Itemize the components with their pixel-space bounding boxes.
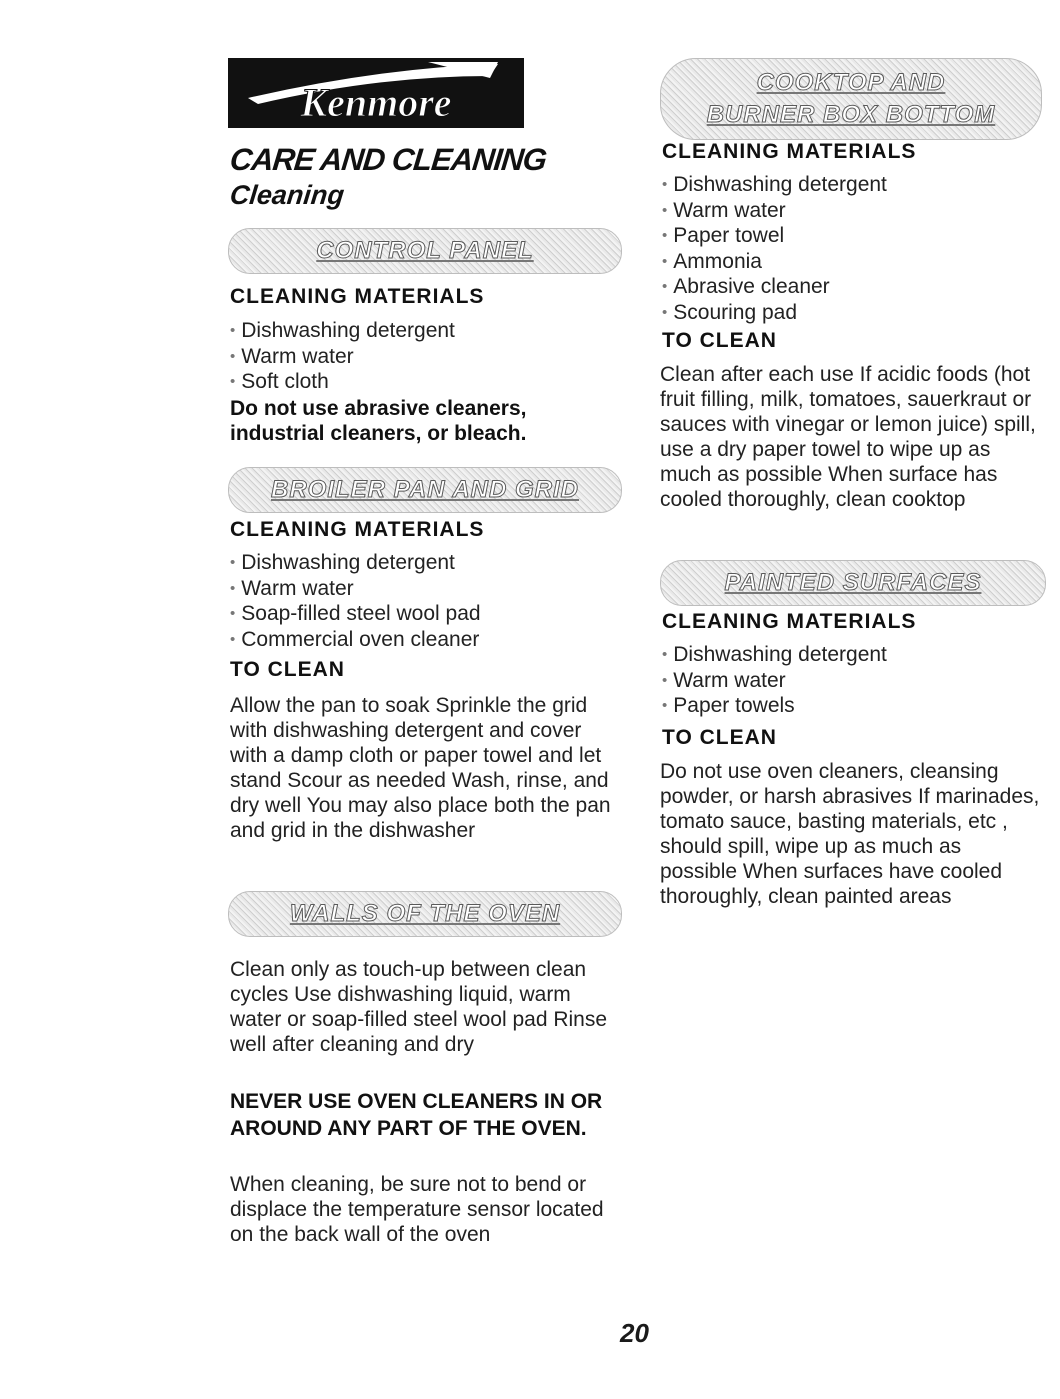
cooktop-clean-text: Clean after each use If acidic foods (hot fruit filling, milk, tomatoes, sauerkraut or sauces with vinegar or lemon juice) spill, use a dry paper towel to wipe up as much as possible When surface has cooled thoroughly, clean cooktop xyxy=(660,363,1036,511)
list-item: • Dishwashing detergent xyxy=(662,172,887,198)
list-item: • Soft cloth xyxy=(230,369,455,395)
list-item: • Paper towels xyxy=(662,693,887,719)
list-item: • Soap-filled steel wool pad xyxy=(230,601,481,627)
brand-text: Kenmore xyxy=(300,80,452,125)
list-item: • Paper towel xyxy=(662,223,887,249)
control-panel-materials-list xyxy=(230,318,455,395)
list-item: • Warm water xyxy=(662,668,887,694)
list-item: • Warm water xyxy=(230,576,481,602)
cooktop-banner-line1: COOKTOP AND xyxy=(756,69,946,96)
walls-note: When cleaning, be sure not to bend or displace the temperature sensor located on the back wall of the oven xyxy=(230,1173,604,1246)
broiler-materials-list xyxy=(230,550,481,652)
painted-clean-heading: TO CLEAN xyxy=(662,726,777,749)
walls-banner-text: WALLS OF THE OVEN xyxy=(289,900,561,927)
broiler-materials-heading: CLEANING MATERIALS xyxy=(230,518,485,541)
painted-materials-list xyxy=(662,642,887,719)
control-panel-banner xyxy=(228,228,622,274)
painted-materials-heading: CLEANING MATERIALS xyxy=(662,610,917,633)
broiler-banner-text: BROILER PAN AND GRID xyxy=(271,476,579,503)
broiler-clean-heading: TO CLEAN xyxy=(230,658,345,681)
cooktop-clean-heading: TO CLEAN xyxy=(662,329,777,352)
control-panel-banner-text: CONTROL PANEL xyxy=(316,237,534,264)
list-item: • Ammonia xyxy=(662,249,887,275)
list-item: • Commercial oven cleaner xyxy=(230,627,481,653)
list-item: • Warm water xyxy=(662,198,887,224)
cooktop-materials-list xyxy=(662,172,887,325)
walls-banner xyxy=(228,891,622,937)
cooktop-materials-heading: CLEANING MATERIALS xyxy=(662,140,917,163)
control-panel-warning: Do not use abrasive cleaners, industrial cleaners, or bleach. xyxy=(230,397,527,445)
list-item: • Dishwashing detergent xyxy=(230,318,455,344)
kenmore-logo xyxy=(228,58,524,128)
control-panel-materials-heading: CLEANING MATERIALS xyxy=(230,285,485,308)
list-item: • Dishwashing detergent xyxy=(662,642,887,668)
cooktop-banner-line2: BURNER BOX BOTTOM xyxy=(706,101,996,128)
list-item: • Dishwashing detergent xyxy=(230,550,481,576)
list-item: • Scouring pad xyxy=(662,300,887,326)
broiler-clean-text: Allow the pan to soak Sprinkle the grid with dishwashing detergent and cover with a damp cloth or paper towel and let stand Scour as needed Wash, rinse, and dry well You may also place both the pan and grid in the dishwasher xyxy=(230,694,611,842)
cooktop-banner xyxy=(660,58,1042,140)
painted-banner-text: PAINTED SURFACES xyxy=(724,569,982,596)
page-subtitle: Cleaning xyxy=(228,180,346,210)
walls-warning: NEVER USE OVEN CLEANERS IN OR AROUND ANY PART OF THE OVEN. xyxy=(230,1090,603,1140)
page-number: 20 xyxy=(620,1318,649,1348)
walls-text: Clean only as touch-up between clean cycles Use dishwashing liquid, warm water or soap-filled steel wool pad Rinse well after cleaning and dry xyxy=(230,958,608,1056)
broiler-banner xyxy=(228,467,622,513)
painted-banner xyxy=(660,560,1046,606)
list-item: • Warm water xyxy=(230,344,455,370)
painted-clean-text: Do not use oven cleaners, cleansing powder, or harsh abrasives If marinades, tomato sauce, basting materials, etc , should spill, wipe up as much as possible When surfaces have cooled thoroughly, clean painted areas xyxy=(660,760,1040,908)
list-item: • Abrasive cleaner xyxy=(662,274,887,300)
page-title: CARE AND CLEANING xyxy=(228,142,548,177)
